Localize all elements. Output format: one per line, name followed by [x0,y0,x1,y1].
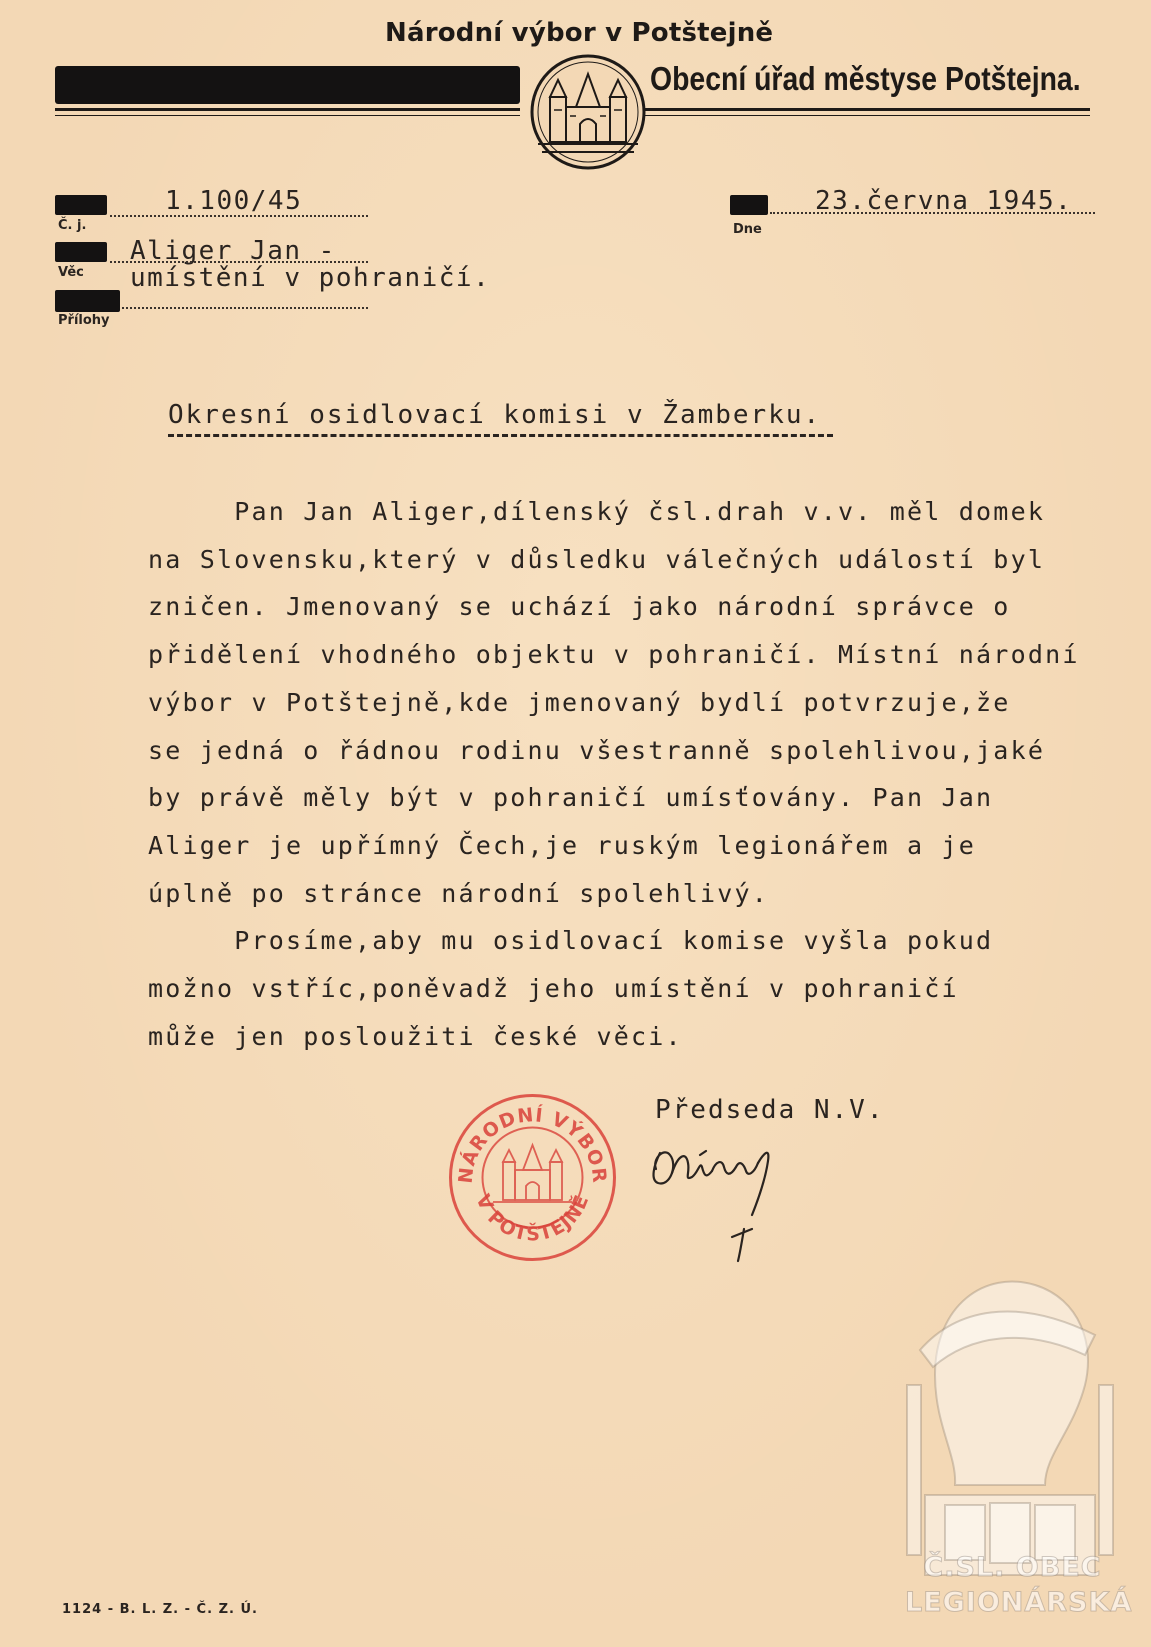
letterhead-rule-left [55,108,520,111]
body-line: na Slovensku,který v důsledku válečných událostí byl [148,544,1046,574]
letterhead-office-name: Obecní úřad městyse Potštejna. [650,60,1081,97]
body-line: Pan Jan Aliger,dílenský čsl.drah v.v. měl domek [148,497,1046,526]
redaction-bar [55,290,120,312]
signature-title: Předseda N.V. [655,1095,885,1125]
redaction-bar [55,242,107,262]
letterhead-rule-left-thin [55,115,520,116]
body-line: může jen posloužiti české věci. [148,1021,683,1051]
official-stamp-icon [445,1090,620,1265]
body-line: zničen. Jmenovaný se uchází jako národní správce o [148,592,1011,622]
letterhead-top-line: Národní výbor v Potštejně [385,18,774,48]
letterhead-rule-right [645,108,1090,111]
addressee-line: Okresní osidlovací komisi v Žamberku. [168,400,822,430]
subject-value-line2: umístění v pohraničí. [130,263,491,293]
reference-dotted-line [110,215,368,217]
addressee-underline [168,434,833,437]
castle-crest-icon [528,52,648,172]
watermark-line1: Č.SL. OBEC [923,1552,1102,1583]
letterhead-rule-right-thin [645,115,1090,116]
watermark-line2: LEGIONÁRSKÁ [905,1587,1133,1618]
reference-label: Č. j. [58,218,87,233]
body-line: by právě měly být v pohraničí umísťovány. Pan Jan [148,783,994,813]
stamp-bottom-text: V POTŠTEJNĚ [471,1191,594,1246]
reference-value: 1.100/45 [165,186,303,216]
body-line: Prosíme,aby mu osidlovací komise vyšla pokud [148,926,994,956]
handwritten-signature-icon [640,1125,820,1265]
date-value: 23.června 1945. [815,186,1073,216]
attachments-dotted-line [122,307,368,309]
attachments-label: Přílohy [58,313,110,328]
body-line: se jedná o řádnou rodinu všestranně spolehlivou,jaké [148,735,1046,765]
date-dotted-line [770,212,1095,214]
body-line: Aliger je upřímný Čech,je ruským legionářem a je [148,830,977,860]
body-line: přidělení vhodného objektu v pohraničí. Místní národní [148,640,1080,670]
redaction-bar [730,195,768,215]
form-footer-code: 1124 - B. L. Z. - Č. Z. Ú. [62,1602,258,1617]
subject-value-line1: Aliger Jan - [130,236,336,266]
body-line: výbor v Potštejně,kde jmenovaný bydlí potvrzuje,že [148,687,1011,717]
body-line: úplně po stránce národní spolehlivý. [148,878,770,908]
stamp-top-text: NÁRODNÍ VÝBOR [454,1104,611,1185]
redaction-bar [55,195,107,215]
body-line: možno vstříc,poněvadž jeho umístění v pohraničí [148,974,959,1003]
redaction-bar [55,66,520,104]
subject-label: Věc [58,265,84,280]
date-label: Dne [733,222,762,237]
